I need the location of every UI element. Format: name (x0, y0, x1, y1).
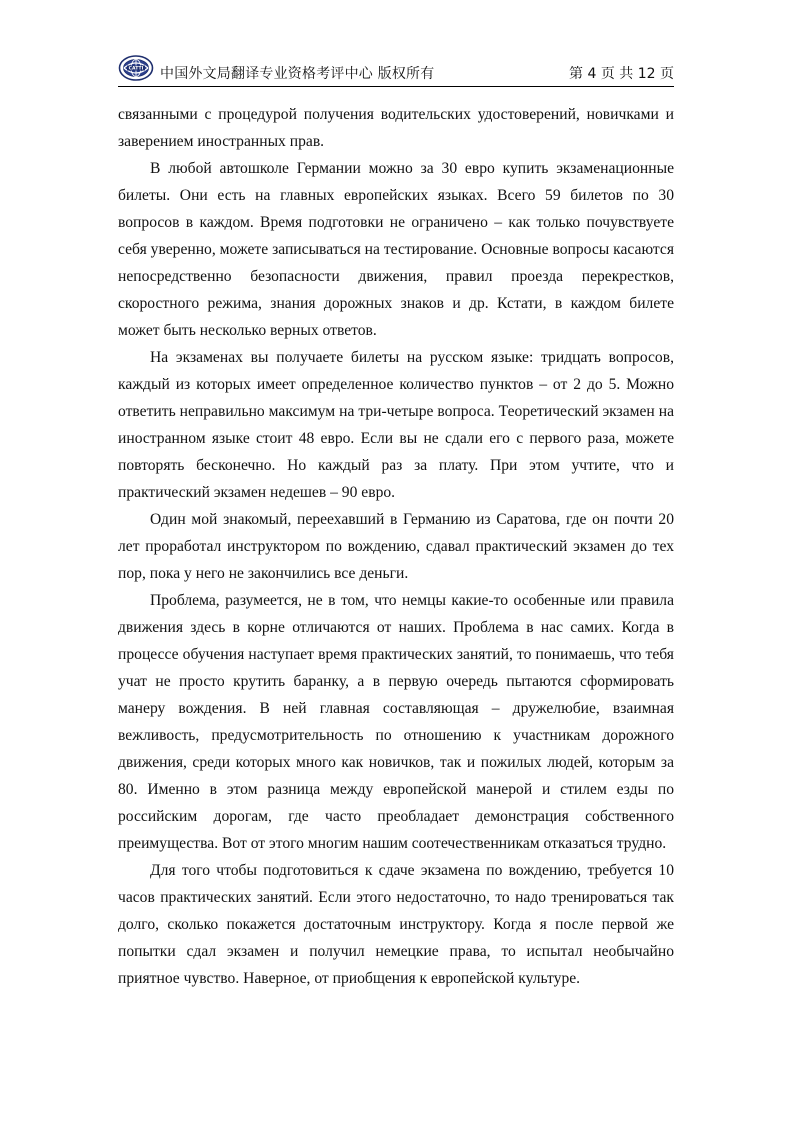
paragraph: Для того чтобы подготовиться к сдаче экзамена по вождению, требуется 10 часов практических занятий. Если этого недостаточно, то надо тренироваться так долго, сколько покажется достаточным инструктору. Когда я после первой же попытки сдал экзамен и получил немецкие права, то испытал необычайно приятное чувство. Наверное, от приобщения к европейской культуре. (118, 862, 674, 987)
paragraph: Проблема, разумеется, не в том, что немцы какие-то особенные или правила движения здесь в корне отличаются от наших. Проблема в нас самих. Когда в процессе обучения наступает время практических занятий, то понимаешь, что тебя учат не просто крутить баранку, а в первую очередь пытаются сформировать манеру вождения. В ней главная составляющая – дружелюбие, взаимная вежливость, предусмотрительность по отношению к участникам дорожного движения, среди которых много как новичков, так и пожилых людей, которым за 80. Именно в этом разница между европейской манерой и стилем езды по российским дорогам, где часто преобладает демонстрация собственного преимущества. Вот от этого многим нашим соотечественникам отказаться трудно. (118, 592, 674, 852)
page-number: 第 4 页 共 12 页 (569, 66, 674, 82)
svg-text:CATTI: CATTI (128, 66, 144, 72)
paragraph: На экзаменах вы получаете билеты на русском языке: тридцать вопросов, каждый из которых имеет определенное количество пунктов – от 2 до 5. Можно ответить неправильно максимум на три-четыре вопроса. Теоретический экзамен на иностранном языке стоит 48 евро. Если вы не сдали его с первого раза, можете повторять бесконечно. Но каждый раз за плату. При этом учтите, что и практический экзамен недешев – 90 евро. (118, 349, 674, 501)
page-header (118, 54, 674, 86)
header-copyright: 中国外文局翻译专业资格考评中心 版权所有 (160, 66, 435, 82)
header-divider (118, 86, 674, 87)
paragraph: связанными с процедурой получения водительских удостоверений, новичками и заверением иностранных прав. (118, 106, 674, 150)
catti-logo-icon (118, 54, 154, 82)
document-body (118, 101, 674, 992)
paragraph: В любой автошколе Германии можно за 30 евро купить экзаменационные билеты. Они есть на главных европейских языках. Всего 59 билетов по 30 вопросов в каждом. Время подготовки не ограничено – как только почувствуете себя уверенно, можете записываться на тестирование. Основные вопросы касаются непосредственно безопасности движения, правил проезда перекрестков, скоростного режима, знания дорожных знаков и др. Кстати, в каждом билете может быть несколько верных ответов. (118, 160, 674, 339)
paragraph: Один мой знакомый, переехавший в Германию из Саратова, где он почти 20 лет проработал инструктором по вождению, сдавал практический экзамен до тех пор, пока у него не закончились все деньги. (118, 511, 674, 582)
